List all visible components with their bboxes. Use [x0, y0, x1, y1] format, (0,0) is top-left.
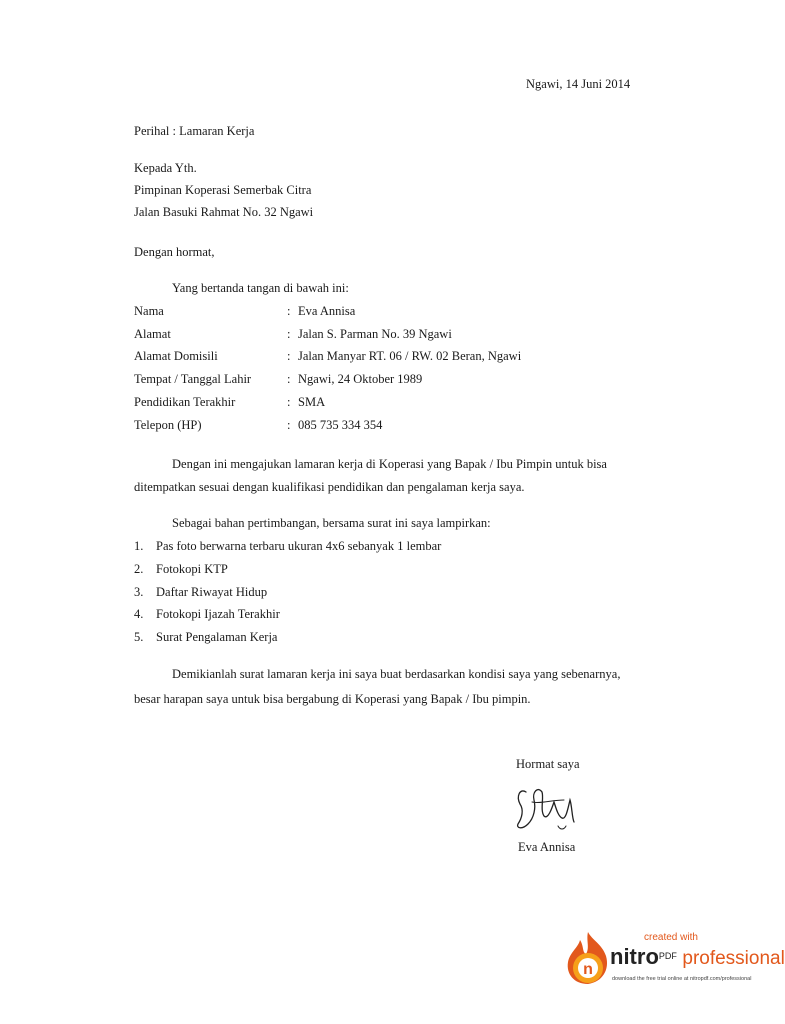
- list-text: Pas foto berwarna terbaru ukuran 4x6 sebanyak 1 lembar: [156, 539, 442, 553]
- signer-name: Eva Annisa: [518, 840, 576, 854]
- field-separator: :: [287, 418, 291, 432]
- list-text: Fotokopi KTP: [156, 562, 228, 576]
- field-label: Alamat: [134, 327, 171, 341]
- regards: Hormat saya: [516, 757, 580, 771]
- list-number: 2.: [134, 562, 144, 576]
- list-text: Surat Pengalaman Kerja: [156, 630, 278, 644]
- field-label: Alamat Domisili: [134, 349, 218, 363]
- field-separator: :: [287, 372, 291, 386]
- field-separator: :: [287, 304, 291, 318]
- field-value: Jalan S. Parman No. 39 Ngawi: [298, 327, 452, 341]
- letter-subject: Perihal : Lamaran Kerja: [134, 124, 255, 138]
- field-label: Telepon (HP): [134, 418, 202, 432]
- signature-image: [512, 778, 582, 838]
- body-line-1: Dengan ini mengajukan lamaran kerja di Koperasi yang Bapak / Ibu Pimpin untuk bisa: [172, 457, 607, 471]
- letter-greeting: Dengan hormat,: [134, 245, 215, 259]
- field-label: Tempat / Tanggal Lahir: [134, 372, 252, 386]
- watermark-tagline: download the free trial online at nitropdf.com/professional: [612, 976, 752, 982]
- list-number: 1.: [134, 539, 144, 553]
- field-label: Pendidikan Terakhir: [134, 395, 236, 409]
- field-value: Eva Annisa: [298, 304, 356, 318]
- list-text: Daftar Riwayat Hidup: [156, 585, 268, 599]
- nitro-logo-icon: [562, 930, 612, 1000]
- nitro-watermark: [560, 922, 785, 1022]
- field-separator: :: [287, 327, 291, 341]
- closing-line-2: besar harapan saya untuk bisa bergabung di Koperasi yang Bapak / Ibu pimpin.: [134, 692, 531, 706]
- field-value: SMA: [298, 395, 326, 409]
- body-line-2: ditempatkan sesuai dengan kualifikasi pendidikan dan pengalaman kerja saya.: [134, 480, 525, 494]
- attachments-intro: Sebagai bahan pertimbangan, bersama surat ini saya lampirkan:: [172, 516, 491, 530]
- recipient-name: Pimpinan Koperasi Semerbak Citra: [134, 183, 312, 197]
- list-number: 4.: [134, 607, 144, 621]
- closing-line-1: Demikianlah surat lamaran kerja ini saya buat berdasarkan kondisi saya yang sebenarnya,: [172, 667, 621, 681]
- field-separator: :: [287, 395, 291, 409]
- watermark-brand-line: [610, 942, 785, 974]
- field-separator: :: [287, 349, 291, 363]
- field-label: Nama: [134, 304, 164, 318]
- watermark-superscript: PDF: [658, 951, 677, 961]
- recipient-salutation: Kepada Yth.: [134, 161, 197, 175]
- letter-intro: Yang bertanda tangan di bawah ini:: [172, 281, 349, 295]
- watermark-brand: nitro: [610, 944, 659, 970]
- watermark-created-with: created with: [644, 932, 698, 943]
- field-value: Ngawi, 24 Oktober 1989: [298, 372, 423, 386]
- watermark-product: professional: [682, 948, 785, 970]
- list-number: 5.: [134, 630, 144, 644]
- list-number: 3.: [134, 585, 144, 599]
- field-value: Jalan Manyar RT. 06 / RW. 02 Beran, Ngawi: [298, 349, 522, 363]
- letter-date: Ngawi, 14 Juni 2014: [526, 77, 631, 91]
- recipient-address: Jalan Basuki Rahmat No. 32 Ngawi: [134, 205, 314, 219]
- list-text: Fotokopi Ijazah Terakhir: [156, 607, 280, 621]
- field-value: 085 735 334 354: [298, 418, 383, 432]
- svg-text:n: n: [583, 961, 593, 978]
